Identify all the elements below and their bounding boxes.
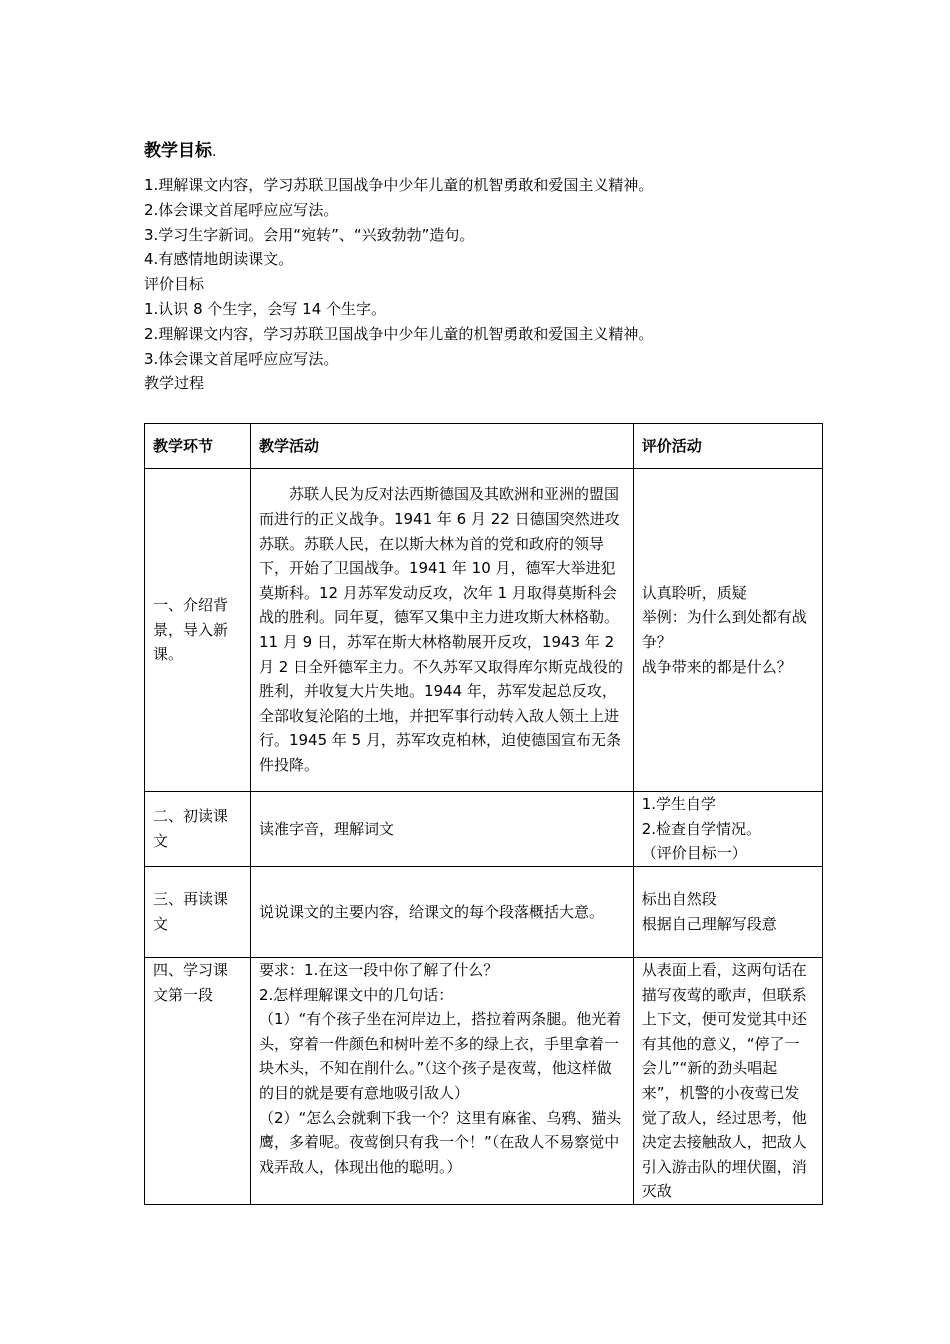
evaluation-cell — [633, 469, 822, 792]
evaluation-cell — [633, 867, 822, 958]
objective-2: 2.体会课文首尾呼应应写法。 — [144, 200, 339, 219]
evaluation-line: 认真聆听，质疑 — [641, 583, 747, 602]
stage-cell: 四、学习课文第一段 — [145, 958, 251, 1205]
table-row — [145, 469, 823, 792]
header-evaluation: 评价活动 — [633, 424, 822, 469]
evaluation-cell — [633, 792, 822, 867]
activity-line: （2）“怎么会就剩下我一个？这里有麻雀、乌鸦、猫头鹰，多着呢。夜莺倒只有我一个！”（在敌人不易察觉中戏弄敌人，体现出他的聪明。） — [258, 1108, 622, 1176]
evaluation-line: 战争带来的都是什么？ — [641, 657, 792, 676]
eval-goal-1: 1.认识 8 个生字，会写 14 个生字。 — [144, 299, 387, 318]
evaluation-line: 举例：为什么到处都有战争？ — [641, 608, 807, 651]
activity-line: 要求：1.在这一段中你了解了什么？ — [258, 961, 499, 979]
title-text: 教学目标 — [144, 141, 212, 161]
table-row — [145, 867, 823, 958]
evaluation-cell: 从表面上看，这两句话在描写夜莺的歌声，但联系上下文，便可发觉其中还有其他的意义，“停了一会儿”“新的劲头唱起来”，机警的小夜莺已发觉了敌人，经过思考，他决定去接触敌人，把敌人引入游击队的埋伏圈，消灭敌 — [633, 958, 822, 1205]
table-header-row — [145, 424, 823, 469]
process-heading: 教学过程 — [144, 374, 205, 393]
evaluation-line: 2.检查自学情况。 — [641, 819, 762, 838]
stage-cell: 二、初读课文 — [145, 792, 251, 867]
table-row — [145, 958, 823, 1205]
objective-4: 4.有感情地朗读课文。 — [144, 250, 294, 269]
header-activity: 教学活动 — [250, 424, 633, 469]
teaching-process-table — [144, 423, 823, 1205]
activity-cell: 读准字音，理解词文 — [250, 792, 633, 867]
eval-heading: 评价目标 — [144, 275, 205, 294]
page-title — [144, 138, 824, 165]
activity-cell: 苏联人民为反对法西斯德国及其欧洲和亚洲的盟国而进行的正义战争。1941 年 6 月 22 日德国突然进攻苏联。苏联人民，在以斯大林为首的党和政府的领导下，开始了卫国战争。1941 年 10 月，德军大举进犯莫斯科。12 月苏军发动反攻，次年 1 月取得莫斯科会战的胜利。同年夏，德军又集中主力进攻斯大林格勒。11 月 9 日，苏军在斯大林格勒展开反攻，1943 年 2 月 2 日全歼德军主力。不久苏军又取得库尔斯克战役的胜利，并收复大片失地。1944 年，苏军发起总反攻，全部收复沦陷的土地，并把军事行动转入敌人领土上进行。1945 年 5 月，苏军攻克柏林，迫使德国宣布无条件投降。 — [250, 469, 633, 792]
evaluation-line: （评价目标一） — [641, 844, 747, 863]
objective-1: 1.理解课文内容，学习苏联卫国战争中少年儿童的机智勇敢和爱国主义精神。 — [144, 176, 654, 194]
evaluation-line: 根据自己理解写段意 — [641, 915, 777, 933]
evaluation-line: 1.学生自学 — [641, 795, 717, 814]
stage-cell: 一、介绍背景，导入新课。 — [145, 469, 251, 792]
evaluation-line: 标出自然段 — [641, 890, 717, 909]
document-body — [144, 138, 824, 396]
title-suffix: . — [212, 144, 217, 160]
objective-3: 3.学习生字新词。会用“宛转”、“兴致勃勃”造句。 — [144, 225, 475, 244]
activity-cell — [250, 958, 633, 1205]
eval-goal-2: 2.理解课文内容，学习苏联卫国战争中少年儿童的机智勇敢和爱国主义精神。 — [144, 324, 654, 343]
table-row — [145, 792, 823, 867]
activity-cell: 说说课文的主要内容，给课文的每个段落概括大意。 — [250, 867, 633, 958]
eval-goal-3: 3.体会课文首尾呼应应写法。 — [144, 349, 339, 368]
stage-cell: 三、再读课文 — [145, 867, 251, 958]
activity-line: 2.怎样理解课文中的几句话： — [258, 985, 454, 1004]
activity-line: （1）“有个孩子坐在河岸边上，搭拉着两条腿。他光着头，穿着一件颜色和树叶差不多的绿上衣，手里拿着一块木头，不知在削什么。”（这个孩子是夜莺，他这样做的目的就是要有意地吸引敌人） — [258, 1010, 622, 1102]
header-stage: 教学环节 — [145, 424, 251, 469]
